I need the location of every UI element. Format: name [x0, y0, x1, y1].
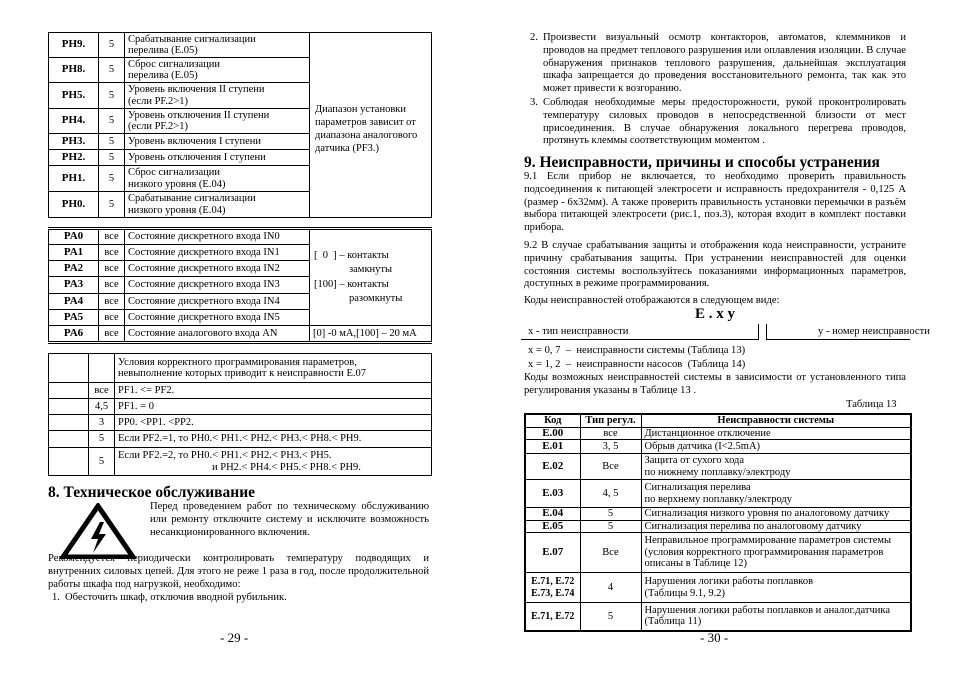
- reg-type: 4, 5: [580, 480, 641, 508]
- contacts-open: [100] – контакты: [314, 278, 389, 290]
- range-note: [310, 33, 432, 218]
- fault-desc: [641, 533, 911, 573]
- header-line: Условия корректного программирования параметров,: [118, 356, 357, 368]
- table-row: [525, 533, 911, 573]
- conditions-header: [115, 354, 432, 383]
- codes-paragraph: Коды возможных неисправностей системы в зависимости от установленного типа регулирования указаны в Таблице 13 .: [524, 372, 906, 396]
- fault-desc: [641, 573, 911, 603]
- code-line: E.71, E.72: [531, 576, 575, 587]
- desc-line: (если PF.2>1): [128, 121, 188, 132]
- contacts-open-2: разомкнуты: [349, 293, 403, 304]
- param-type: все: [99, 294, 125, 310]
- desc-line: Срабатывание сигнализации: [128, 193, 256, 204]
- fault-code: E.00: [525, 427, 580, 440]
- param-code: PA3: [49, 277, 99, 294]
- table-13: [524, 413, 912, 632]
- fault-code: E.01: [525, 440, 580, 454]
- reg-type: 5: [580, 508, 641, 521]
- desc-line: перелива (E.05): [128, 45, 198, 56]
- reg-type: 5: [89, 448, 115, 476]
- param-type: все: [99, 229, 125, 245]
- table-row: [49, 229, 432, 245]
- fault-code: [525, 573, 580, 603]
- param-type: все: [99, 245, 125, 261]
- param-type: 5: [99, 83, 125, 109]
- desc-line: (Таблица 11): [644, 616, 702, 628]
- list-item: [52, 592, 429, 605]
- desc-line: описаны в Таблице 12): [644, 558, 747, 570]
- y-label: y - номер неисправности: [818, 326, 930, 337]
- fault-desc: Обрыв датчика (I<2.5mA): [641, 440, 911, 454]
- reg-type: 3: [89, 415, 115, 431]
- table-row: [525, 427, 911, 440]
- condition: PF1. = 0: [115, 399, 432, 415]
- desc-line: по нижнему поплавку/электроду: [644, 466, 791, 478]
- fault-desc: Сигнализация перелива по аналоговому датчику: [641, 520, 911, 533]
- param-type: все: [99, 326, 125, 343]
- table-row: [525, 520, 911, 533]
- fault-code: E.02: [525, 454, 580, 480]
- param-type: 5: [99, 150, 125, 166]
- table-row: [525, 454, 911, 480]
- fault-code: E.04: [525, 508, 580, 521]
- reg-type: 3, 5: [580, 440, 641, 454]
- table-row: [49, 431, 432, 448]
- param-code: PA0: [49, 229, 99, 245]
- param-desc: Уровень включения I ступени: [125, 134, 310, 150]
- table-row: [49, 399, 432, 415]
- pa-parameters-table: [48, 227, 432, 344]
- ph-parameters-table: [48, 32, 432, 218]
- condition: PP0. <PP1. <PP2.: [115, 415, 432, 431]
- fault-desc: [641, 454, 911, 480]
- desc-line: (условия корректного программирования параметров: [644, 546, 884, 558]
- param-code: PH8.: [49, 58, 99, 83]
- param-code: PH9.: [49, 33, 99, 58]
- table-caption: Таблица 13: [846, 399, 897, 410]
- reg-type: Все: [580, 454, 641, 480]
- list-number: 1.: [52, 592, 60, 603]
- param-desc: [125, 83, 310, 109]
- x-line-1: x = 0, 7 – неисправности системы (Таблица 13): [528, 345, 746, 356]
- param-type: все: [99, 310, 125, 326]
- list-number: 2.: [530, 32, 538, 43]
- code-line: E.73, E.74: [531, 587, 575, 599]
- warning-text: Перед проведением работ по техническому обслуживанию или ремонту отключите систему и исключите возможность несанкционированного включения.: [150, 501, 429, 538]
- desc-line: по верхнему поплавку/электроду: [644, 493, 793, 505]
- reg-type: 4: [580, 573, 641, 603]
- desc-line: Сброс сигнализации: [128, 58, 221, 70]
- empty-cell: [49, 399, 89, 415]
- reg-type: 4,5: [89, 399, 115, 415]
- contacts-note: [310, 229, 432, 326]
- list-text: Соблюдая необходимые меры предосторожности, рукой проконтролировать температуру силовых проводов в непосредственной близости от мест присоединения. В случае обнаружения локального перегрева проводов, протянуть клеммы соответствующим моментом .: [543, 97, 906, 147]
- param-type: 5: [99, 134, 125, 150]
- analog-range: [0] -0 мА,[100] – 20 мА: [310, 326, 432, 343]
- param-code: PH0.: [49, 192, 99, 218]
- empty-cell: [49, 448, 89, 476]
- list-number: 3.: [530, 97, 538, 108]
- param-type: 5: [99, 192, 125, 218]
- param-type: все: [99, 261, 125, 277]
- desc-line: Защита от сухого хода: [644, 455, 745, 466]
- desc-line: (если PF.2>1): [128, 95, 188, 107]
- desc-line: Уровень отключения II ступени: [128, 109, 270, 121]
- table-header-row: [49, 354, 432, 383]
- param-code: PA4: [49, 294, 99, 310]
- fault-desc: [641, 603, 911, 631]
- param-desc: Состояние аналогового входа AN: [125, 326, 310, 343]
- high-voltage-warning-icon: [60, 503, 136, 559]
- param-code: PA5: [49, 310, 99, 326]
- table-row: [49, 383, 432, 399]
- fault-code: E.05: [525, 520, 580, 533]
- condition: PF1. <= PF2.: [115, 383, 432, 399]
- x-bracket: [521, 339, 759, 340]
- paragraph-9-2: 9.2 В случае срабатывания защиты и отображения кода неисправности, устраните причину срабатывания защиты. При устранении неисправностей для оценки состояния системы воспользуйтесь показаниями информационных параметров, доступных в режиме программирования.: [524, 240, 906, 290]
- desc-line: Неправильное программирование параметров системы: [644, 535, 892, 547]
- list-item: [530, 97, 906, 148]
- col-header-code: Код: [525, 414, 580, 427]
- section-9-title: 9. Неисправности, причины и способы устранения: [524, 154, 880, 171]
- param-type: 5: [99, 58, 125, 83]
- desc-line: Нарушения логики работы поплавков и аналог.датчика: [644, 604, 891, 616]
- contacts-closed-2: замкнуты: [349, 264, 393, 275]
- table-row: [525, 573, 911, 603]
- empty-cell: [89, 354, 115, 383]
- param-desc: Состояние дискретного входа IN3: [125, 277, 310, 294]
- param-desc: [125, 33, 310, 58]
- y-bracket-tick: [766, 324, 767, 339]
- param-code: PA1: [49, 245, 99, 261]
- list-item: [530, 32, 906, 96]
- param-desc: [125, 166, 310, 192]
- param-code: PH1.: [49, 166, 99, 192]
- page-number: - 29 -: [220, 630, 249, 645]
- col-header-type: Тип регул.: [580, 414, 641, 427]
- empty-cell: [49, 431, 89, 448]
- list-text: Произвести визуальный осмотр контакторов, автоматов, клеммников и проводов на предмет теплового разрушения или оплавления изоляции. В случае обнаружения признаков теплового разрушения, дальнейшая эксплуатация шкафа запрещается до проведения восстановительного ремонта, так как это может привести к возгоранию.: [543, 32, 906, 95]
- condition: Если PF2.=1, то PH0.< PH1.< PH2.< PH3.< PH8.< PH9.: [115, 431, 432, 448]
- y-bracket: [766, 339, 910, 340]
- param-desc: Состояние дискретного входа IN4: [125, 294, 310, 310]
- x-bracket-tick: [758, 324, 759, 339]
- code-format: E . x y: [695, 306, 736, 322]
- reg-type: все: [89, 383, 115, 399]
- param-type: все: [99, 277, 125, 294]
- empty-cell: [49, 383, 89, 399]
- param-desc: Состояние дискретного входа IN0: [125, 229, 310, 245]
- fault-code: E.07: [525, 533, 580, 573]
- fault-desc: [641, 480, 911, 508]
- desc-line: Сброс сигнализации: [128, 167, 221, 178]
- param-desc: Состояние дискретного входа IN5: [125, 310, 310, 326]
- table-row: [49, 326, 432, 343]
- fault-desc: Дистанционное отключение: [641, 427, 911, 440]
- param-desc: Состояние дискретного входа IN1: [125, 245, 310, 261]
- paragraph-9-1: 9.1 Если прибор не включается, то необходимо проверить правильность подсоединения к питающей электросети и исправность предохранителя - 0,125 А (размер - 6х32мм). А также проверить правильность установки перемычки в разъём выбора питающей электросети (рис.1, поз.3), которая входит в комплект поставки прибора.: [524, 171, 906, 234]
- param-desc: [125, 58, 310, 83]
- codes-intro: Коды неисправностей отображаются в следующем виде:: [524, 295, 780, 306]
- empty-cell: [49, 354, 89, 383]
- param-code: PH3.: [49, 134, 99, 150]
- fault-code: E.03: [525, 480, 580, 508]
- param-code: PH5.: [49, 83, 99, 109]
- table-row: [49, 448, 432, 476]
- desc-line: Сигнализация перелива: [644, 482, 751, 493]
- param-type: 5: [99, 109, 125, 134]
- param-desc: [125, 109, 310, 134]
- table-row: [525, 603, 911, 631]
- reg-type: 5: [89, 431, 115, 448]
- maintenance-paragraph: Рекомендуется периодически контролировать температуру подводящих и внутренних силовых цепей. Для этого не реже 1 раза в год, после продолжительной работы шкафа под нагрузкой, необходимо:: [48, 553, 429, 590]
- table-header-row: [525, 414, 911, 427]
- empty-cell: [49, 415, 89, 431]
- param-desc: Уровень отключения I ступени: [125, 150, 310, 166]
- table-row: [49, 415, 432, 431]
- x-label: x - тип неисправности: [528, 326, 629, 337]
- list-text: Обесточить шкаф, отключив вводной рубильник.: [65, 592, 287, 603]
- param-type: 5: [99, 166, 125, 192]
- fault-desc: Сигнализация низкого уровня по аналоговому датчику: [641, 508, 911, 521]
- page-number: - 30 -: [700, 630, 729, 645]
- section-8-title: 8. Техническое обслуживание: [48, 484, 256, 501]
- reg-type: 5: [580, 603, 641, 631]
- table-row: [525, 440, 911, 454]
- desc-line: перелива (E.05): [128, 70, 198, 81]
- param-code: PH2.: [49, 150, 99, 166]
- range-note-text: Диапазон установки параметров зависит от диапазона аналогового датчика (PF3.): [315, 104, 418, 154]
- col-header-faults: Неисправности системы: [641, 414, 911, 427]
- table-row: [525, 480, 911, 508]
- desc-line: Срабатывание сигнализации: [128, 33, 256, 45]
- reg-type: все: [580, 427, 641, 440]
- contacts-closed: [ 0 ] – контакты: [314, 249, 389, 261]
- condition-line: и PH2.< PH4.< PH5.< PH8.< PH9.: [212, 461, 361, 473]
- param-code: PA6: [49, 326, 99, 343]
- param-code: PA2: [49, 261, 99, 277]
- reg-type: 5: [580, 520, 641, 533]
- condition: [115, 448, 432, 476]
- desc-line: (Таблицы 9.1, 9.2): [644, 587, 726, 599]
- x-line-2: x = 1, 2 – неисправности насосов (Таблица 14): [528, 359, 746, 370]
- desc-line: Нарушения логики работы поплавков: [644, 576, 814, 587]
- param-desc: [125, 192, 310, 218]
- fault-code: E.71, E.72: [525, 603, 580, 631]
- conditions-table: [48, 353, 432, 476]
- table-row: [49, 33, 432, 58]
- param-desc: Состояние дискретного входа IN2: [125, 261, 310, 277]
- param-type: 5: [99, 33, 125, 58]
- reg-type: Все: [580, 533, 641, 573]
- param-code: PH4.: [49, 109, 99, 134]
- header-line: невыполнение которых приводит к неисправности Е.07: [118, 368, 367, 379]
- desc-line: низкого уровня (E.04): [128, 204, 226, 216]
- condition-line: Если PF2.=2, то PH0.< PH1.< PH2.< PH3.< PH5.: [118, 450, 332, 461]
- desc-line: низкого уровня (E.04): [128, 178, 226, 190]
- table-row: [525, 508, 911, 521]
- desc-line: Уровень включения II ступени: [128, 84, 265, 95]
